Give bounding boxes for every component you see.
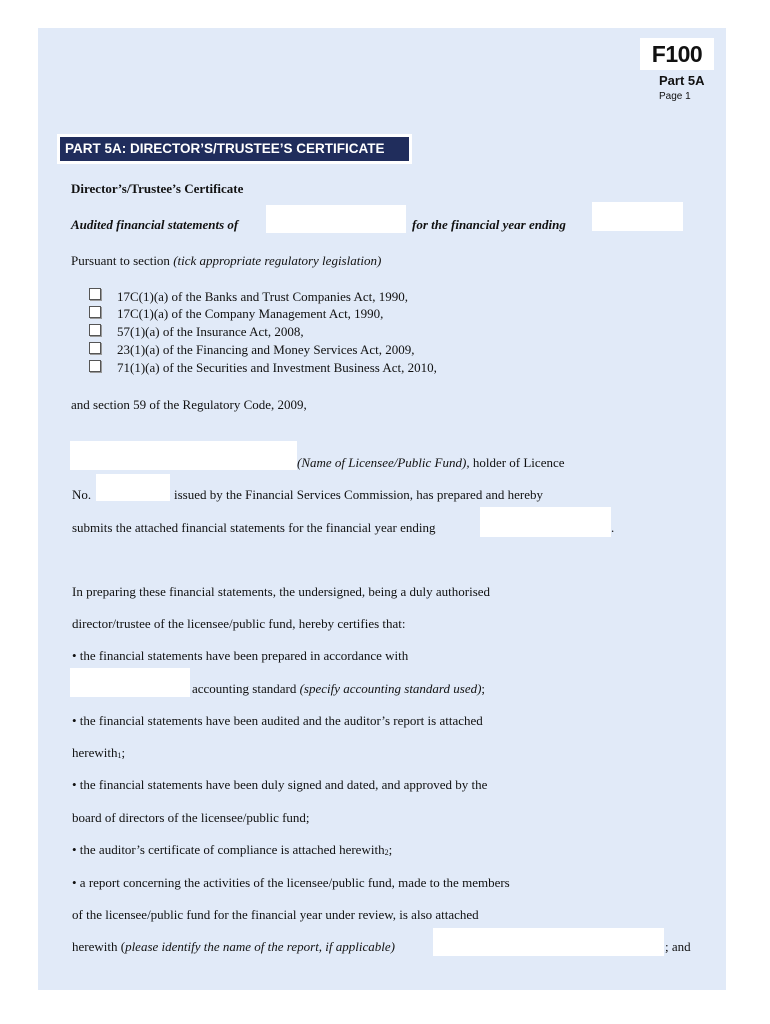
herewith-text: herewith [72,745,118,760]
option-company-management: 17C(1)(a) of the Company Management Act, 1990, [117,306,384,321]
licensee-name-field[interactable] [70,441,297,470]
bullet-1-line-1: • the financial statements have been prepared in accordance with [72,648,409,663]
regulatory-code-line: and section 59 of the Regulatory Code, 2009, [71,397,307,412]
checkbox-banks-trust[interactable] [89,288,101,300]
part-label: Part 5A [659,73,705,88]
report-name-hint: please identify the name of the report, if applicable) [125,939,395,954]
bullet-2-line-1: • the financial statements have been audited and the auditor’s report is attached [72,713,483,728]
report-name-field[interactable] [433,928,664,956]
licence-no-label: No. [72,487,92,502]
licensee-name-hint: (Name of Licensee/Public Fund), [297,455,470,470]
bullet-2-end: ; [121,745,126,760]
standard-hint: (specify accounting standard used) [299,681,482,696]
bullet-4-end: ; [388,842,393,857]
option-securities: 71(1)(a) of the Securities and Investment Business Act, 2010, [117,360,437,375]
preparing-line-2: director/trustee of the licensee/public fund, hereby certifies that: [72,616,406,631]
year-ending-label: for the financial year ending [412,217,566,232]
accounting-standard-field[interactable] [70,668,190,697]
option-banks-trust: 17C(1)(a) of the Banks and Trust Companies Act, 1990, [117,289,409,304]
checkbox-insurance[interactable] [89,324,101,336]
pursuant-text: Pursuant to section [71,253,174,268]
bullet-4-text: • the auditor’s certificate of compliance is attached herewith [72,842,385,857]
standard-text: accounting standard [192,681,300,696]
footnote-1-marker: 1 [117,751,122,760]
licensee-line [297,455,565,471]
section-title-banner [57,134,412,164]
standard-end: ; [481,681,486,696]
bullet-4 [72,842,392,860]
audited-label: Audited financial statements of [71,217,239,232]
pursuant-line [71,253,381,269]
submits-period: . [611,520,615,535]
submission-year-end-field[interactable] [480,507,611,537]
footnote-2-marker: 2 [384,848,389,857]
entity-name-field[interactable] [266,205,406,233]
checkbox-company-management[interactable] [89,306,101,318]
option-insurance: 57(1)(a) of the Insurance Act, 2008, [117,324,304,339]
checkbox-securities[interactable] [89,360,101,372]
certificate-heading: Director’s/Trustee’s Certificate [71,181,244,196]
bullet-2-line-2 [72,745,125,763]
preparing-line-1: In preparing these financial statements, the undersigned, being a duly authorised [72,584,491,599]
page-number: Page 1 [659,91,691,102]
bullet-3-line-2: board of directors of the licensee/public fund; [72,810,310,825]
bullet-1-line-2 [192,681,485,697]
submits-text: submits the attached financial statements for the financial year ending [72,520,436,535]
holder-text: holder of Licence [469,455,565,470]
bullet-3-line-1: • the financial statements have been duly signed and dated, and approved by the [72,777,488,792]
issued-text: issued by the Financial Services Commission, has prepared and hereby [174,487,543,502]
bullet-5-end: ; and [665,939,691,954]
section-title: PART 5A: DIRECTOR’S/TRUSTEE’S CERTIFICATE [60,137,409,161]
bullet-5-line-3 [72,939,395,955]
pursuant-hint: (tick appropriate regulatory legislation) [173,253,382,268]
checkbox-financing-money[interactable] [89,342,101,354]
bullet-5-prefix: herewith ( [72,939,126,954]
bullet-5-line-2: of the licensee/public fund for the financial year under review, is also attached [72,907,479,922]
form-code: F100 [640,38,714,70]
bullet-5-line-1: • a report concerning the activities of the licensee/public fund, made to the members [72,875,510,890]
licence-number-field[interactable] [96,474,170,501]
year-end-field[interactable] [592,202,683,231]
option-financing-money: 23(1)(a) of the Financing and Money Services Act, 2009, [117,342,415,357]
